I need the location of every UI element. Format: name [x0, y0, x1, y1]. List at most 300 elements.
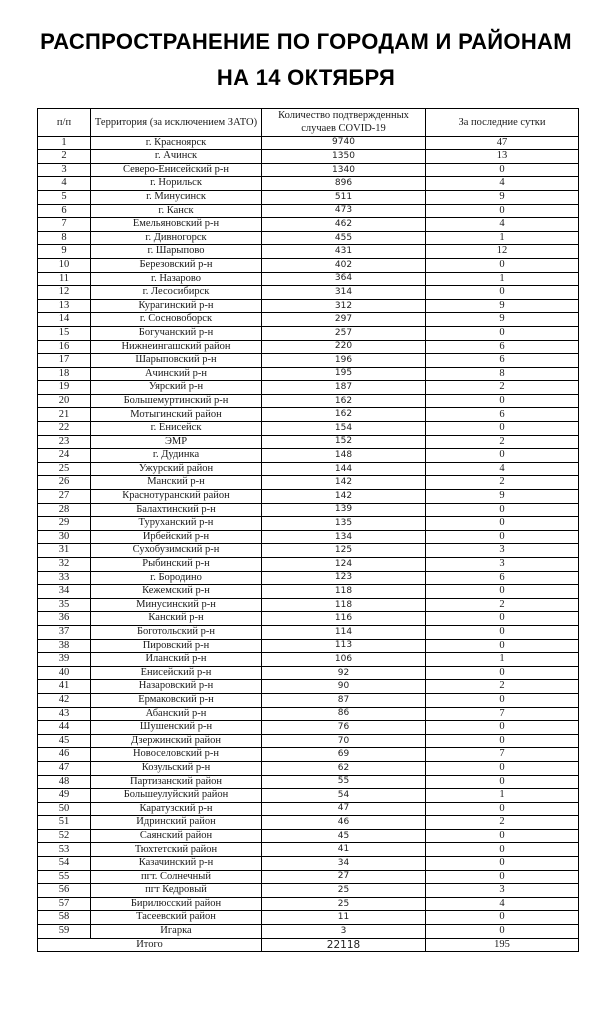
row-number-cell: 31 — [38, 544, 91, 558]
cases-cell: 25 — [262, 897, 426, 911]
daily-cell: 0 — [426, 693, 579, 707]
territory-cell: Енисейский р-н — [91, 666, 262, 680]
table-row — [38, 598, 579, 612]
daily-cell: 1 — [426, 272, 579, 286]
territory-cell: Ачинский р-н — [91, 367, 262, 381]
cases-cell: 62 — [262, 761, 426, 775]
row-number-cell: 34 — [38, 585, 91, 599]
total-daily-cell: 195 — [426, 938, 579, 952]
table-row — [38, 544, 579, 558]
row-number-cell: 18 — [38, 367, 91, 381]
cases-cell: 462 — [262, 218, 426, 232]
territory-cell: Абанский р-н — [91, 707, 262, 721]
cases-cell: 148 — [262, 449, 426, 463]
daily-cell: 4 — [426, 462, 579, 476]
row-number-cell: 15 — [38, 326, 91, 340]
daily-cell: 0 — [426, 612, 579, 626]
table-row — [38, 666, 579, 680]
row-number-cell: 57 — [38, 897, 91, 911]
daily-cell: 9 — [426, 490, 579, 504]
territory-cell: Ермаковский р-н — [91, 693, 262, 707]
daily-cell: 3 — [426, 544, 579, 558]
row-number-cell: 43 — [38, 707, 91, 721]
territory-cell: Балахтинский р-н — [91, 503, 262, 517]
total-cases-cell: 22118 — [262, 938, 426, 952]
daily-cell: 0 — [426, 204, 579, 218]
row-number-cell: 19 — [38, 381, 91, 395]
cases-cell: 116 — [262, 612, 426, 626]
row-number-cell: 54 — [38, 857, 91, 871]
cases-cell: 134 — [262, 530, 426, 544]
row-number-cell: 5 — [38, 190, 91, 204]
daily-cell: 7 — [426, 707, 579, 721]
territory-cell: Иланский р-н — [91, 653, 262, 667]
row-number-cell: 46 — [38, 748, 91, 762]
territory-cell: Кежемский р-н — [91, 585, 262, 599]
cases-cell: 106 — [262, 653, 426, 667]
territory-cell: Новоселовский р-н — [91, 748, 262, 762]
daily-cell: 7 — [426, 748, 579, 762]
daily-cell: 13 — [426, 150, 579, 164]
row-number-cell: 59 — [38, 925, 91, 939]
table-row — [38, 286, 579, 300]
row-number-cell: 29 — [38, 517, 91, 531]
territory-cell: Северо-Енисейский р-н — [91, 163, 262, 177]
daily-cell: 2 — [426, 476, 579, 490]
table-row — [38, 639, 579, 653]
cases-cell: 402 — [262, 258, 426, 272]
table-row — [38, 530, 579, 544]
cases-cell: 123 — [262, 571, 426, 585]
daily-cell: 0 — [426, 163, 579, 177]
territory-cell: Курагинский р-н — [91, 299, 262, 313]
table-row — [38, 680, 579, 694]
table-row — [38, 911, 579, 925]
daily-cell: 0 — [426, 802, 579, 816]
row-number-cell: 58 — [38, 911, 91, 925]
page-title: РАСПРОСТРАНЕНИЕ ПО ГОРОДАМ И РАЙОНАМ НА 14 ОКТЯБРЯ — [40, 29, 572, 91]
cases-cell: 41 — [262, 843, 426, 857]
cases-cell: 70 — [262, 734, 426, 748]
table-footer — [38, 938, 579, 952]
table-row — [38, 761, 579, 775]
table-row — [38, 625, 579, 639]
cases-cell: 1350 — [262, 150, 426, 164]
row-number-cell: 24 — [38, 449, 91, 463]
cases-cell: 431 — [262, 245, 426, 259]
table-row — [38, 354, 579, 368]
territory-cell: г. Дивногорск — [91, 231, 262, 245]
daily-cell: 0 — [426, 870, 579, 884]
daily-cell: 0 — [426, 666, 579, 680]
table-row — [38, 884, 579, 898]
row-number-cell: 4 — [38, 177, 91, 191]
territory-cell: г. Назарово — [91, 272, 262, 286]
table-row — [38, 816, 579, 830]
territory-cell: Туруханский р-н — [91, 517, 262, 531]
table-row — [38, 204, 579, 218]
territory-cell: Козульский р-н — [91, 761, 262, 775]
row-number-cell: 12 — [38, 286, 91, 300]
cases-cell: 118 — [262, 585, 426, 599]
daily-cell: 0 — [426, 925, 579, 939]
territory-cell: Назаровский р-н — [91, 680, 262, 694]
daily-cell: 0 — [426, 286, 579, 300]
territory-cell: Саянский район — [91, 829, 262, 843]
row-number-cell: 3 — [38, 163, 91, 177]
table-row — [38, 136, 579, 150]
row-number-cell: 10 — [38, 258, 91, 272]
territory-cell: Тюхтетский район — [91, 843, 262, 857]
daily-cell: 6 — [426, 354, 579, 368]
daily-cell: 0 — [426, 449, 579, 463]
territory-cell: Шарыповский р-н — [91, 354, 262, 368]
cases-cell: 257 — [262, 326, 426, 340]
cases-cell: 55 — [262, 775, 426, 789]
cases-cell: 152 — [262, 435, 426, 449]
table-row — [38, 612, 579, 626]
table-row — [38, 272, 579, 286]
territory-cell: г. Канск — [91, 204, 262, 218]
table-row — [38, 571, 579, 585]
territory-cell: Минусинский р-н — [91, 598, 262, 612]
table-row — [38, 381, 579, 395]
territory-cell: Рыбинский р-н — [91, 558, 262, 572]
table-row — [38, 422, 579, 436]
cases-cell: 87 — [262, 693, 426, 707]
territory-cell: Каратузский р-н — [91, 802, 262, 816]
cases-cell: 297 — [262, 313, 426, 327]
territory-cell: г. Минусинск — [91, 190, 262, 204]
daily-cell: 4 — [426, 218, 579, 232]
daily-cell: 3 — [426, 884, 579, 898]
cases-cell: 162 — [262, 408, 426, 422]
daily-cell: 2 — [426, 435, 579, 449]
daily-cell: 8 — [426, 367, 579, 381]
row-number-cell: 27 — [38, 490, 91, 504]
table-row — [38, 693, 579, 707]
daily-cell: 0 — [426, 394, 579, 408]
header-row — [38, 108, 579, 136]
table-row — [38, 245, 579, 259]
daily-cell: 12 — [426, 245, 579, 259]
row-number-cell: 50 — [38, 802, 91, 816]
territory-cell: Партизанский район — [91, 775, 262, 789]
table-row — [38, 925, 579, 939]
daily-cell: 1 — [426, 789, 579, 803]
territory-cell: г. Сосновоборск — [91, 313, 262, 327]
cases-cell: 45 — [262, 829, 426, 843]
table-row — [38, 857, 579, 871]
row-number-cell: 21 — [38, 408, 91, 422]
table-row — [38, 394, 579, 408]
total-row — [38, 938, 579, 952]
territory-cell: Мотыгинский район — [91, 408, 262, 422]
row-number-cell: 26 — [38, 476, 91, 490]
cases-cell: 139 — [262, 503, 426, 517]
table-row — [38, 340, 579, 354]
cases-cell: 113 — [262, 639, 426, 653]
cases-cell: 455 — [262, 231, 426, 245]
territory-cell: пгт Кедровый — [91, 884, 262, 898]
table-row — [38, 462, 579, 476]
table-row — [38, 721, 579, 735]
cases-cell: 142 — [262, 476, 426, 490]
table-row — [38, 177, 579, 191]
daily-cell: 2 — [426, 680, 579, 694]
daily-cell: 0 — [426, 775, 579, 789]
territory-cell: Пировский р-н — [91, 639, 262, 653]
row-number-cell: 33 — [38, 571, 91, 585]
row-number-cell: 35 — [38, 598, 91, 612]
table-row — [38, 258, 579, 272]
row-number-cell: 48 — [38, 775, 91, 789]
daily-cell: 0 — [426, 625, 579, 639]
table-row — [38, 734, 579, 748]
table-row — [38, 707, 579, 721]
cases-cell: 54 — [262, 789, 426, 803]
row-number-cell: 6 — [38, 204, 91, 218]
table-row — [38, 476, 579, 490]
daily-cell: 9 — [426, 299, 579, 313]
daily-cell: 0 — [426, 530, 579, 544]
cases-cell: 142 — [262, 490, 426, 504]
daily-cell: 6 — [426, 571, 579, 585]
cases-cell: 314 — [262, 286, 426, 300]
cases-cell: 125 — [262, 544, 426, 558]
territory-cell: пгт. Солнечный — [91, 870, 262, 884]
territory-cell: Краснотуранский район — [91, 490, 262, 504]
cases-cell: 90 — [262, 680, 426, 694]
cases-cell: 11 — [262, 911, 426, 925]
row-number-cell: 25 — [38, 462, 91, 476]
territory-cell: г. Бородино — [91, 571, 262, 585]
daily-cell: 6 — [426, 340, 579, 354]
daily-cell: 0 — [426, 843, 579, 857]
territory-cell: Шушенский р-н — [91, 721, 262, 735]
row-number-cell: 23 — [38, 435, 91, 449]
daily-cell: 0 — [426, 734, 579, 748]
daily-cell: 0 — [426, 911, 579, 925]
row-number-cell: 39 — [38, 653, 91, 667]
row-number-cell: 13 — [38, 299, 91, 313]
daily-cell: 0 — [426, 422, 579, 436]
daily-cell: 2 — [426, 598, 579, 612]
cases-cell: 896 — [262, 177, 426, 191]
table-row — [38, 748, 579, 762]
row-number-cell: 49 — [38, 789, 91, 803]
cases-cell: 25 — [262, 884, 426, 898]
territory-cell: Канский р-н — [91, 612, 262, 626]
table-row — [38, 897, 579, 911]
daily-cell: 0 — [426, 258, 579, 272]
cases-cell: 154 — [262, 422, 426, 436]
row-number-cell: 2 — [38, 150, 91, 164]
cases-cell: 220 — [262, 340, 426, 354]
cases-cell: 114 — [262, 625, 426, 639]
territory-cell: г. Ачинск — [91, 150, 262, 164]
territory-cell: г. Енисейск — [91, 422, 262, 436]
daily-cell: 6 — [426, 408, 579, 422]
row-number-cell: 42 — [38, 693, 91, 707]
row-number-cell: 38 — [38, 639, 91, 653]
table-row — [38, 503, 579, 517]
territory-cell: г. Шарыпово — [91, 245, 262, 259]
territory-cell: г. Норильск — [91, 177, 262, 191]
row-number-cell: 44 — [38, 721, 91, 735]
cases-cell: 27 — [262, 870, 426, 884]
daily-cell: 0 — [426, 721, 579, 735]
row-number-cell: 17 — [38, 354, 91, 368]
row-number-cell: 41 — [38, 680, 91, 694]
row-number-cell: 55 — [38, 870, 91, 884]
territory-cell: г. Красноярск — [91, 136, 262, 150]
row-number-cell: 40 — [38, 666, 91, 680]
table-row — [38, 299, 579, 313]
cases-cell: 86 — [262, 707, 426, 721]
cases-cell: 511 — [262, 190, 426, 204]
table-row — [38, 517, 579, 531]
row-number-cell: 16 — [38, 340, 91, 354]
row-number-cell: 52 — [38, 829, 91, 843]
table-row — [38, 231, 579, 245]
territory-cell: Ирбейский р-н — [91, 530, 262, 544]
daily-cell: 47 — [426, 136, 579, 150]
table-row — [38, 313, 579, 327]
row-number-cell: 9 — [38, 245, 91, 259]
territory-cell: Большемуртинский р-н — [91, 394, 262, 408]
table-row — [38, 408, 579, 422]
cases-cell: 47 — [262, 802, 426, 816]
row-number-cell: 14 — [38, 313, 91, 327]
daily-cell: 0 — [426, 503, 579, 517]
daily-cell: 0 — [426, 585, 579, 599]
row-number-cell: 36 — [38, 612, 91, 626]
table-row — [38, 802, 579, 816]
cases-cell: 124 — [262, 558, 426, 572]
row-number-cell: 22 — [38, 422, 91, 436]
territory-cell: Большеулуйский район — [91, 789, 262, 803]
cases-cell: 162 — [262, 394, 426, 408]
territory-cell: Нижнеингашский район — [91, 340, 262, 354]
cases-cell: 196 — [262, 354, 426, 368]
table-row — [38, 775, 579, 789]
daily-cell: 1 — [426, 231, 579, 245]
table-row — [38, 558, 579, 572]
territory-cell: г. Лесосибирск — [91, 286, 262, 300]
table-header — [38, 108, 579, 136]
row-number-cell: 11 — [38, 272, 91, 286]
cases-cell: 187 — [262, 381, 426, 395]
cases-cell: 69 — [262, 748, 426, 762]
territory-cell: Дзержинский район — [91, 734, 262, 748]
cases-cell: 118 — [262, 598, 426, 612]
row-number-cell: 28 — [38, 503, 91, 517]
table-row — [38, 326, 579, 340]
table-row — [38, 870, 579, 884]
cases-cell: 3 — [262, 925, 426, 939]
daily-cell: 4 — [426, 897, 579, 911]
cases-cell: 473 — [262, 204, 426, 218]
covid-table — [37, 108, 579, 953]
row-number-cell: 37 — [38, 625, 91, 639]
daily-cell: 9 — [426, 190, 579, 204]
cases-cell: 312 — [262, 299, 426, 313]
cases-cell: 76 — [262, 721, 426, 735]
table-row — [38, 789, 579, 803]
cases-cell: 46 — [262, 816, 426, 830]
row-number-cell: 20 — [38, 394, 91, 408]
table-row — [38, 585, 579, 599]
cases-cell: 1340 — [262, 163, 426, 177]
daily-cell: 1 — [426, 653, 579, 667]
row-number-cell: 7 — [38, 218, 91, 232]
row-number-cell: 1 — [38, 136, 91, 150]
cases-cell: 92 — [262, 666, 426, 680]
table-body — [38, 136, 579, 938]
territory-cell: Игарка — [91, 925, 262, 939]
row-number-cell: 30 — [38, 530, 91, 544]
territory-cell: г. Дудинка — [91, 449, 262, 463]
row-number-cell: 53 — [38, 843, 91, 857]
daily-cell: 0 — [426, 639, 579, 653]
row-number-cell: 32 — [38, 558, 91, 572]
territory-cell: Уярский р-н — [91, 381, 262, 395]
column-header-cases: Количество подтвержденных случаев COVID-19 — [262, 108, 426, 136]
table-row — [38, 218, 579, 232]
territory-cell: Емельяновский р-н — [91, 218, 262, 232]
territory-cell: Идринский район — [91, 816, 262, 830]
table-row — [38, 843, 579, 857]
territory-cell: Ужурский район — [91, 462, 262, 476]
daily-cell: 2 — [426, 816, 579, 830]
daily-cell: 0 — [426, 857, 579, 871]
cases-cell: 195 — [262, 367, 426, 381]
daily-cell: 9 — [426, 313, 579, 327]
row-number-cell: 51 — [38, 816, 91, 830]
column-header-number: п/п — [38, 108, 91, 136]
daily-cell: 0 — [426, 829, 579, 843]
territory-cell: Тасеевский район — [91, 911, 262, 925]
column-header-daily: За последние сутки — [426, 108, 579, 136]
territory-cell: ЭМР — [91, 435, 262, 449]
table-row — [38, 367, 579, 381]
cases-cell: 9740 — [262, 136, 426, 150]
table-row — [38, 829, 579, 843]
territory-cell: Манский р-н — [91, 476, 262, 490]
daily-cell: 0 — [426, 326, 579, 340]
daily-cell: 0 — [426, 761, 579, 775]
daily-cell: 2 — [426, 381, 579, 395]
cases-cell: 135 — [262, 517, 426, 531]
table-row — [38, 490, 579, 504]
row-number-cell: 45 — [38, 734, 91, 748]
cases-cell: 34 — [262, 857, 426, 871]
table-row — [38, 190, 579, 204]
daily-cell: 0 — [426, 517, 579, 531]
row-number-cell: 8 — [38, 231, 91, 245]
total-label-cell: Итого — [38, 938, 262, 952]
territory-cell: Казачинский р-н — [91, 857, 262, 871]
table-row — [38, 653, 579, 667]
cases-cell: 144 — [262, 462, 426, 476]
table-row — [38, 435, 579, 449]
row-number-cell: 47 — [38, 761, 91, 775]
territory-cell: Бирилюсский район — [91, 897, 262, 911]
daily-cell: 4 — [426, 177, 579, 191]
table-row — [38, 150, 579, 164]
territory-cell: Сухобузимский р-н — [91, 544, 262, 558]
